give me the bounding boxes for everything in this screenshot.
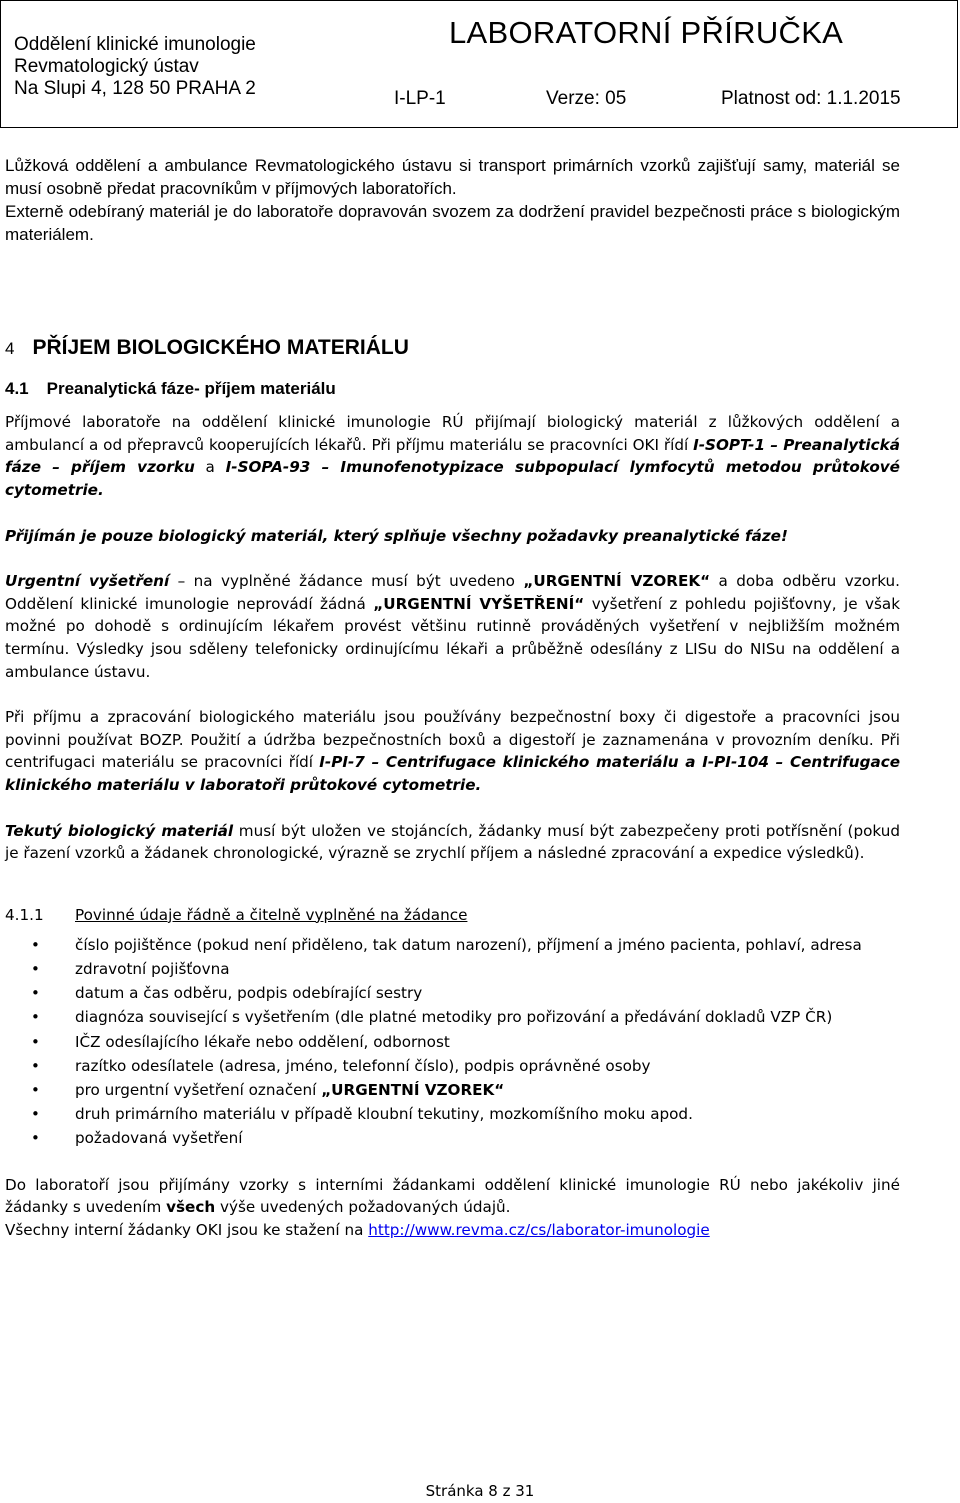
document-body xyxy=(5,154,900,1241)
text-run: vyšetření z pohledu pojišťovny, je však možné po dohodě s ordinujícím lékařem provést většinu rutinně prováděných vyšetření v nejbližším možném termínu. Výsledky jsou sděleny telefonicky ordinujícímu lékaři a průběžně odesílány z LISu do NISu na oddělení a ambulance ústavu. xyxy=(5,594,901,681)
org-institute: Revmatologický ústav xyxy=(14,56,199,77)
requirements-list xyxy=(5,933,900,1151)
acceptance-note: Přijímán je pouze biologický materiál, který splňuje všechny požadavky preanalytické fáze! xyxy=(5,526,788,545)
text-run: Při příjmu a zpracování biologického materiálu jsou používány bezpečnostní boxy či digestoře a pracovníci jsou povinni používat BOZP. Použití a údržba bezpečnostních boxů a digestoří je zaznamenána v provozním deníku. Při centrifugaci materiálu se pracovníci řídí xyxy=(5,708,900,772)
document-valid-from: Platnost od: 1.1.2015 xyxy=(721,88,901,109)
liquid-label: Tekutý biologický materiál xyxy=(5,821,234,840)
document-title: LABORATORNÍ PŘÍRUČKA xyxy=(449,15,844,50)
text-run: pro urgentní vyšetření označení xyxy=(75,1081,322,1099)
section-number: 4.1.1 xyxy=(5,905,44,924)
urgent-exam-label: „URGENTNÍ VYŠETŘENÍ“ xyxy=(373,594,585,613)
document-header xyxy=(0,0,958,128)
header-organization xyxy=(14,34,256,100)
urgent-label: Urgentní vyšetření xyxy=(5,572,170,591)
list-item: • diagnóza související s vyšetřením (dle platné metodiky pro pořizování a předávání dokladů VZP ČR) xyxy=(75,1005,900,1029)
emphasis-all: všech xyxy=(166,1198,216,1217)
section-heading-4-1-1 xyxy=(5,904,900,927)
sop-reference: I-SOPA-93 – Imunofenotypizace subpopulací lymfocytů metodou průtokové cytometrie. xyxy=(5,458,900,499)
section-number: 4.1 xyxy=(5,379,29,399)
urgent-sample-label: „URGENTNÍ VZOREK“ xyxy=(321,1081,505,1099)
section-number: 4 xyxy=(5,339,15,358)
paragraph-acceptance xyxy=(5,525,900,548)
org-name: Oddělení klinické imunologie xyxy=(14,34,256,55)
text-run: Všechny interní žádanky OKI jsou ke stažení na xyxy=(5,1220,369,1239)
intro-paragraph-transport: Lůžková oddělení a ambulance Revmatologického ústavu si transport primárních vzorků zajišťují samy, materiál se musí osobně předat pracovníkům v příjmových laboratořích. xyxy=(5,156,900,198)
list-item: • IČZ odesílajícího lékaře nebo oddělení, odbornost xyxy=(75,1030,900,1054)
section-title: PŘÍJEM BIOLOGICKÉHO MATERIÁLU xyxy=(32,336,409,359)
section-heading-4 xyxy=(5,336,900,360)
urgent-sample-label: „URGENTNÍ VZOREK“ xyxy=(523,572,711,591)
document-id: I-LP-1 xyxy=(394,88,446,109)
text-run: a xyxy=(194,458,226,477)
paragraph-urgent xyxy=(5,570,900,683)
text-run: a doba odběru vzorku. Oddělení klinické imunologie neprovádí žádná xyxy=(5,572,901,613)
intro-paragraph-external: Externě odebíraný materiál je do laboratoře dopravován svozem za dodržení pravidel bezpečnosti práce s biologickým materiálem. xyxy=(5,202,900,244)
section-title: Povinné údaje řádně a čitelně vyplněné na žádance xyxy=(75,905,468,924)
text-run: výše uvedených požadovaných údajů. xyxy=(215,1198,511,1217)
paragraph-safety xyxy=(5,706,900,796)
page-number: Stránka 8 z 31 xyxy=(425,1482,535,1500)
list-item: • zdravotní pojišťovna xyxy=(75,957,900,981)
section-title: Preanalytická fáze- příjem materiálu xyxy=(46,379,336,399)
org-address: Na Slupi 4, 128 50 PRAHA 2 xyxy=(14,78,256,99)
paragraph-receiving xyxy=(5,411,900,501)
text-run: – na vyplněné žádance musí být uvedeno xyxy=(169,572,524,591)
document-version: Verze: 05 xyxy=(546,88,627,109)
sop-reference: I-SOPT-1 – Preanalytická fáze – příjem vzorku xyxy=(5,435,900,477)
download-link[interactable]: http://www.revma.cz/cs/laborator-imunologie xyxy=(368,1220,710,1239)
paragraph-download xyxy=(5,1219,900,1242)
text-run: musí být uložen ve stojáncích, žádanky musí být zabezpečeny proti potřísnění (pokud je řazení vzorků a žádanek chronologické, výrazně se zrychlí příjem a následné zpracování a expedice výsledků). xyxy=(5,821,900,863)
section-heading-4-1 xyxy=(5,377,900,400)
list-item: • razítko odesílatele (adresa, jméno, telefonní číslo), podpis oprávněné osoby xyxy=(75,1054,900,1078)
centrifuge-reference: I-PI-7 – Centrifugace klinického materiálu a I-PI-104 – Centrifugace klinického materiálu v laboratoři průtokové cytometrie. xyxy=(5,753,900,794)
text-run: Příjmové laboratoře na oddělení klinické imunologie RÚ přijímají biologický materiál z lůžkových oddělení a ambulancí a od přepravců kooperujících lékařů. Při příjmu materiálu se pracovníci OKI řídí xyxy=(5,413,900,454)
list-item: • datum a čas odběru, podpis odebírající sestry xyxy=(75,981,900,1005)
list-item: • požadovaná vyšetření xyxy=(75,1126,900,1150)
list-item: • číslo pojištěnce (pokud není přiděleno, tak datum narození), příjmení a jméno pacienta, pohlaví, adresa xyxy=(75,933,900,957)
paragraph-internal-requests xyxy=(5,1174,900,1219)
list-item xyxy=(75,1078,900,1102)
list-item: • druh primárního materiálu v případě kloubní tekutiny, mozkomíšního moku apod. xyxy=(75,1102,900,1126)
paragraph-liquid xyxy=(5,820,900,865)
text-run: Do laboratoří jsou přijímány vzorky s interními žádankami oddělení klinické imunologie RÚ nebo jakékoliv jiné žádanky s uvedením xyxy=(5,1175,900,1217)
